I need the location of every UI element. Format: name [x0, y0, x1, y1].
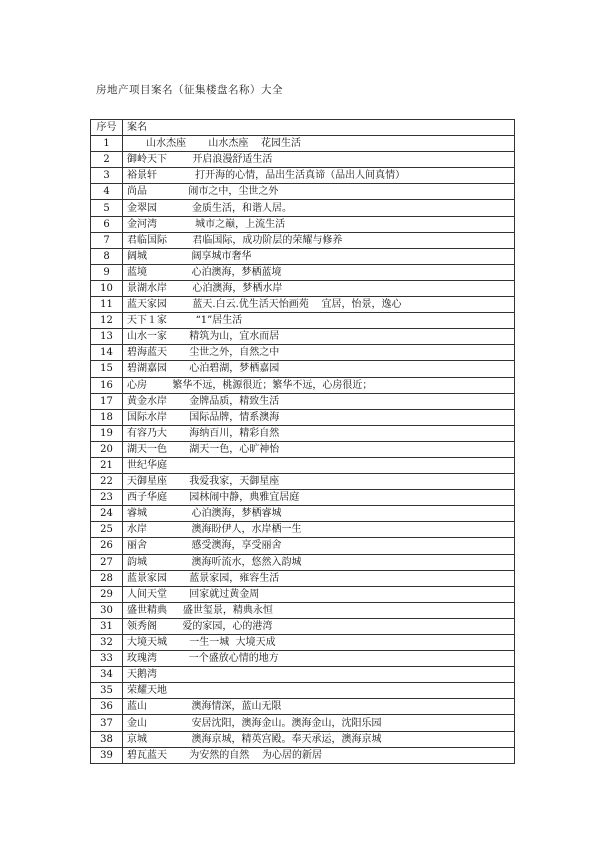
row-project-name: [123, 313, 515, 329]
table-row: [91, 168, 515, 184]
row-project-name: [123, 747, 515, 763]
row-project-name: [123, 554, 515, 570]
table-row: [91, 635, 515, 651]
table-row: [91, 699, 515, 715]
project-name-text: 玫瑰湾 一个盛放心情的地方: [127, 653, 279, 665]
table-row: [91, 586, 515, 602]
row-number: 25: [91, 522, 123, 538]
project-name-text: 荣耀天地: [127, 685, 167, 697]
row-number: 33: [91, 651, 123, 667]
project-name-text: 西子华庭 园林闹中静，典雅宜居庭: [127, 492, 300, 504]
row-number: 2: [91, 152, 123, 168]
table-row: [91, 152, 515, 168]
table-row: [91, 474, 515, 490]
project-name-text: 心房 繁华不远，桃源很近；繁华不远，心房很近；: [127, 379, 373, 391]
table-row: [91, 377, 515, 393]
project-name-text: 碧湖嘉园 心泊碧湖，梦栖嘉园: [127, 363, 280, 375]
row-number: 19: [91, 425, 123, 441]
row-project-name: [123, 506, 515, 522]
project-name-text: 景湖水岸 心泊澳海，梦栖水岸: [127, 282, 283, 294]
row-number: 14: [91, 345, 123, 361]
row-number: 16: [91, 377, 123, 393]
row-number: 26: [91, 538, 123, 554]
project-name-text: 阔城 阔享城市奢华: [127, 250, 252, 262]
row-project-name: [123, 715, 515, 731]
row-number: 8: [91, 248, 123, 264]
table-row: [91, 425, 515, 441]
project-name-text: 睿城 心泊澳海，梦栖睿城: [127, 508, 282, 520]
project-name-text: 人间天堂 回家就过黄金周: [127, 588, 260, 600]
table-row: [91, 506, 515, 522]
row-number: 22: [91, 474, 123, 490]
row-number: 27: [91, 554, 123, 570]
table-row: [91, 136, 515, 152]
row-number: 35: [91, 683, 123, 699]
table-row: [91, 715, 515, 731]
project-name-text: 金河湾 城市之巅，上流生活: [127, 218, 286, 230]
table-row: [91, 200, 515, 216]
row-number: 15: [91, 361, 123, 377]
table-row: [91, 651, 515, 667]
table-row: [91, 683, 515, 699]
row-number: 29: [91, 586, 123, 602]
project-name-text: 蓝境 心泊澳海，梦栖蓝境: [127, 266, 282, 278]
project-name-text: 丽舍 感受澳海，享受丽舍: [127, 540, 282, 552]
project-name-text: 黄金水岸 金牌品质，精致生活: [127, 395, 280, 407]
row-number: 4: [91, 184, 123, 200]
row-number: 30: [91, 602, 123, 618]
project-name-text: 御岭天下 开启浪漫舒适生活: [127, 154, 273, 166]
project-name-text: 领秀阁 爱的家园，心的港湾: [127, 620, 273, 632]
row-number: 18: [91, 409, 123, 425]
row-number: 1: [91, 136, 123, 152]
project-names-table: [90, 119, 515, 764]
table-row: [91, 280, 515, 296]
row-project-name: [123, 136, 515, 152]
row-number: 39: [91, 747, 123, 763]
row-number: 37: [91, 715, 123, 731]
project-name-text: 湖天一色 湖天一色，心旷神怡: [127, 443, 280, 455]
row-project-name: [123, 168, 515, 184]
project-name-text: 有容乃大 海纳百川，精彩自然: [127, 427, 280, 439]
row-project-name: [123, 441, 515, 457]
row-project-name: [123, 377, 515, 393]
table-header-row: [91, 120, 515, 136]
table-body: [91, 136, 515, 764]
row-project-name: [123, 667, 515, 683]
table-row: [91, 232, 515, 248]
project-name-text: 裕景轩 打开海的心情，品出生活真谛（品出人间真情）: [127, 170, 406, 182]
row-number: 32: [91, 635, 123, 651]
row-number: 20: [91, 441, 123, 457]
row-project-name: [123, 635, 515, 651]
row-number: 24: [91, 506, 123, 522]
table-row: [91, 216, 515, 232]
project-name-text: 韵城 澳海听流水，悠然入韵城: [127, 556, 302, 568]
table-row: [91, 248, 515, 264]
row-number: 12: [91, 313, 123, 329]
project-name-text: 世纪华庭: [127, 460, 167, 472]
project-name-text: 国际水岸 国际品牌，情系澳海: [127, 411, 280, 423]
row-project-name: [123, 393, 515, 409]
row-number: 11: [91, 297, 123, 313]
project-name-text: 山水一家 精筑为山，宜水而居: [127, 331, 280, 343]
row-project-name: [123, 651, 515, 667]
row-number: 9: [91, 264, 123, 280]
project-name-text: 大境天城 一生一城 大境天成: [127, 637, 276, 649]
header-number: 序号: [91, 120, 123, 136]
row-project-name: [123, 683, 515, 699]
project-name-text: 金山 安居沈阳，澳海金山。澳海金山，沈阳乐园: [127, 717, 382, 729]
row-number: 10: [91, 280, 123, 296]
row-project-name: [123, 248, 515, 264]
table-row: [91, 297, 515, 313]
project-name-text: 天下１家 “1”居生活: [127, 315, 243, 327]
row-project-name: [123, 490, 515, 506]
table-row: [91, 747, 515, 763]
page-title: 房地产项目案名（征集楼盘名称）大全: [96, 84, 283, 96]
project-name-text: 碧海蓝天 尘世之外，自然之中: [127, 347, 280, 359]
table-row: [91, 409, 515, 425]
table-row: [91, 731, 515, 747]
row-number: 13: [91, 329, 123, 345]
row-project-name: [123, 474, 515, 490]
row-number: 34: [91, 667, 123, 683]
project-name-text: 蓝景家园 蓝景家园，雍容生活: [127, 572, 280, 584]
row-project-name: [123, 457, 515, 473]
row-project-name: [123, 345, 515, 361]
table-row: [91, 184, 515, 200]
row-number: 3: [91, 168, 123, 184]
table-row: [91, 618, 515, 634]
row-number: 17: [91, 393, 123, 409]
table-row: [91, 554, 515, 570]
row-project-name: [123, 538, 515, 554]
table-row: [91, 522, 515, 538]
row-project-name: [123, 297, 515, 313]
row-number: 36: [91, 699, 123, 715]
project-name-text: 山水杰座 山水杰座 花园生活: [127, 138, 302, 150]
row-project-name: [123, 264, 515, 280]
project-name-text: 天御星座 我爱我家，天御星座: [127, 476, 280, 488]
table-row: [91, 361, 515, 377]
row-project-name: [123, 586, 515, 602]
row-project-name: [123, 425, 515, 441]
row-project-name: [123, 216, 515, 232]
table-row: [91, 538, 515, 554]
table-row: [91, 602, 515, 618]
row-project-name: [123, 409, 515, 425]
row-project-name: [123, 184, 515, 200]
table-row: [91, 667, 515, 683]
project-name-text: 碧瓦蓝天 为安然的自然 为心居的新居: [127, 749, 322, 761]
row-number: 6: [91, 216, 123, 232]
project-name-text: 天鹅湾: [127, 669, 157, 681]
row-project-name: [123, 731, 515, 747]
row-number: 28: [91, 570, 123, 586]
row-project-name: [123, 152, 515, 168]
table-row: [91, 393, 515, 409]
table-row: [91, 264, 515, 280]
table-row: [91, 457, 515, 473]
project-name-text: 君临国际 君临国际，成功阶层的荣耀与修养: [127, 234, 343, 246]
row-project-name: [123, 570, 515, 586]
row-project-name: [123, 361, 515, 377]
row-project-name: [123, 329, 515, 345]
project-name-text: 水岸 澳海盼伊人，水岸栖一生: [127, 524, 302, 536]
row-project-name: [123, 522, 515, 538]
row-project-name: [123, 618, 515, 634]
table-row: [91, 313, 515, 329]
project-name-text: 蓝天家园 蓝天.白云.优生活天怡画苑 宜居，怡景，逸心: [127, 299, 402, 311]
project-name-text: 蓝山 澳海情深，蓝山无限: [127, 701, 282, 713]
row-project-name: [123, 280, 515, 296]
row-number: 21: [91, 457, 123, 473]
row-number: 5: [91, 200, 123, 216]
table-row: [91, 441, 515, 457]
row-project-name: [123, 232, 515, 248]
row-project-name: [123, 200, 515, 216]
table-row: [91, 345, 515, 361]
row-project-name: [123, 602, 515, 618]
row-number: 7: [91, 232, 123, 248]
header-name: 案名: [123, 120, 515, 136]
table-row: [91, 570, 515, 586]
row-project-name: [123, 699, 515, 715]
table-row: [91, 329, 515, 345]
project-name-text: 金翠园 金质生活，和谐人居。: [127, 202, 292, 214]
row-number: 31: [91, 618, 123, 634]
table-row: [91, 490, 515, 506]
row-number: 23: [91, 490, 123, 506]
project-name-text: 京城 澳海京城，精英宫殿。奉天承运，澳海京城: [127, 733, 382, 745]
project-name-text: 盛世精典 盛世玺景，精典永恒: [127, 604, 273, 616]
row-number: 38: [91, 731, 123, 747]
project-name-text: 尚品 闹市之中，尘世之外: [127, 186, 279, 198]
